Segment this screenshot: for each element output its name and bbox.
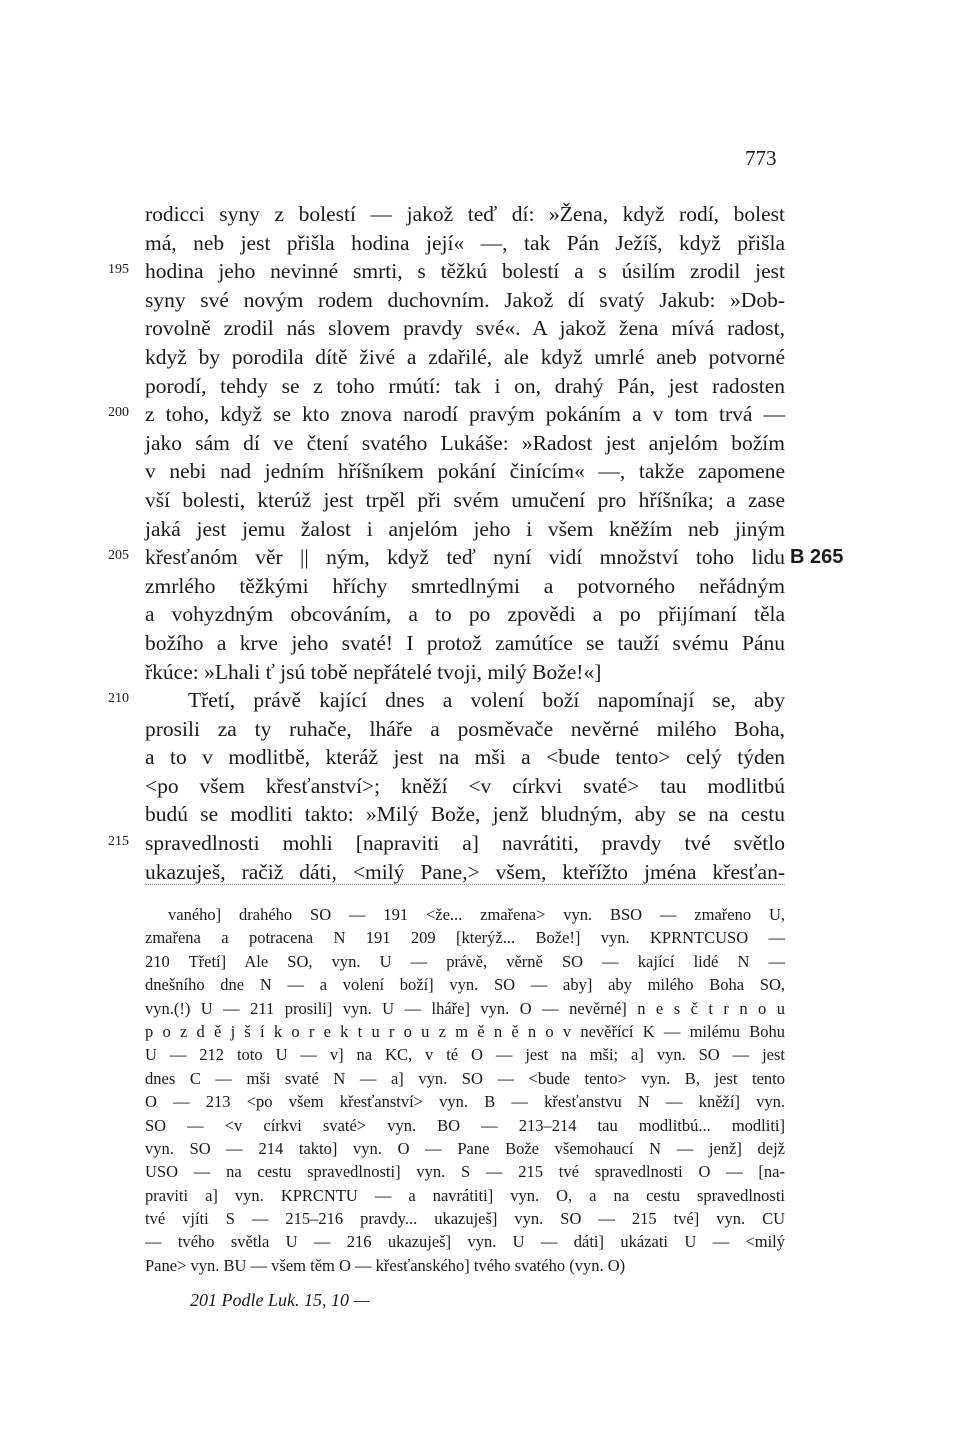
apparatus-text: zmařena a potracena N 191 209 [kterýž... Bože!] vyn. KPRNTCUSO — [145, 928, 785, 948]
line-number: 195 [108, 262, 129, 278]
text-line [0, 658, 960, 687]
line-text: prosili za ty ruhače, lháře a posměvače nevěrné milého Boha, [145, 716, 785, 741]
apparatus-text: USO — na cestu spravedlnosti] vyn. S — 215 tvé spravedlnosti O — [na- [145, 1162, 785, 1182]
text-line [0, 515, 960, 544]
text-line [0, 343, 960, 372]
line-text: řkúce: »Lhali ť jsú tobě nepřátelé tvoji, milý Bože!«] [145, 659, 602, 684]
text-line [0, 486, 960, 515]
apparatus-line [0, 1020, 960, 1043]
margin-reference: B 265 [790, 546, 844, 569]
apparatus-text: Pane> vyn. BU — všem těm O — křesťanského] tvého svatého (vyn. O) [145, 1255, 626, 1275]
apparatus-line [0, 1160, 960, 1183]
line-text: jaká jest jemu žalost i anjelóm jeho i všem kněžím neb jiným [145, 516, 785, 541]
line-text: porodí, tehdy se z toho rmútí: tak i on, drahý Pán, jest radosten [145, 373, 785, 398]
line-text: vší bolesti, kterúž jest trpěl při svém umučení pro hříšníka; a zase [145, 487, 785, 512]
line-text: a to v modlitbě, kteráž jest na mši a <bude tento> celý týden [145, 745, 785, 770]
line-number: 205 [108, 548, 129, 564]
text-line [0, 229, 960, 258]
apparatus-line [0, 1043, 960, 1066]
apparatus-text: praviti a] vyn. KPRCNTU — a navrátiti] vyn. O, a na cestu spravedlnosti [145, 1185, 785, 1205]
text-line [0, 629, 960, 658]
line-text: rodicci syny z bolestí — jakož teď dí: »Žena, když rodí, bolest [145, 202, 785, 226]
line-text: z toho, když se kto znova narodí pravým pokáním a v tom trvá — [145, 402, 785, 427]
apparatus-text: SO — <v církvi svaté> vyn. BO — 213–214 tau modlitbú... modliti] [145, 1115, 785, 1135]
apparatus-line [0, 1254, 960, 1277]
apparatus-text: p o z d ě j š í k o r e k t u r o u z m ě n ě n o v nevěřící K — milému Bohu [145, 1021, 785, 1041]
text-line [0, 257, 960, 286]
apparatus-line [0, 1067, 960, 1090]
apparatus-text: O — 213 <po všem křesťanství> vyn. B — křesťanstvu N — kněží] vyn. [145, 1092, 785, 1112]
main-text [0, 200, 960, 886]
text-line [0, 572, 960, 601]
apparatus-line [0, 926, 960, 949]
footnote: 201 Podle Luk. 15, 10 — [190, 1290, 370, 1310]
text-line [0, 829, 960, 858]
apparatus-line [0, 997, 960, 1020]
line-text: Třetí, právě kající dnes a volení boží napomínají se, aby [188, 688, 785, 713]
line-text: <po všem křesťanství>; kněží <v církvi svaté> tau modlitbú [145, 773, 785, 798]
apparatus-text: U — 212 toto U — v] na KC, v té O — jest na mši; a] vyn. SO — jest [145, 1045, 785, 1065]
critical-apparatus [0, 903, 960, 1277]
line-text: když by porodila dítě živé a zdařilé, ale když umrlé aneb potvorné [145, 344, 785, 369]
line-text: a vohyzdným obcováním, a to po zpovědi a po přijímaní těla [145, 602, 785, 627]
text-line [0, 800, 960, 829]
apparatus-text: dnešního dne N — a volení boží] vyn. SO — aby] aby milého Boha SO, [145, 975, 785, 995]
text-line [0, 200, 960, 229]
apparatus-line [0, 1230, 960, 1253]
text-line [0, 600, 960, 629]
line-text: rovolně zrodil nás slovem pravdy své«. A jakož žena mívá radost, [145, 316, 785, 341]
text-line [0, 543, 960, 572]
divider [145, 884, 785, 885]
line-text: jako sám dí ve čtení svatého Lukáše: »Radost jest anjelóm božím [145, 430, 785, 455]
apparatus-text: vyn. SO — 214 takto] vyn. O — Pane Bože všemohaucí N — jenž] dejž [145, 1138, 785, 1158]
line-text: hodina jeho nevinné smrti, s těžkú bolestí a s úsilím zrodil jest [145, 259, 785, 284]
line-text: ukazuješ, račiž dáti, <milý Pane,> všem, kteřížto jména křesťan- [145, 859, 785, 884]
page-number: 773 [745, 146, 777, 170]
line-text: v nebi nad jedním hříšníkem pokání činícím« —, takže zapomene [145, 459, 785, 484]
line-text: zmrlého těžkými hříchy smrtedlnými a potvorného neřádným [145, 573, 785, 598]
apparatus-text: tvé vjíti S — 215–216 pravdy... ukazuješ] vyn. SO — 215 tvé] vyn. CU [145, 1209, 785, 1229]
line-number: 210 [108, 691, 129, 707]
line-text: má, neb jest přišla hodina její« —, tak Pán Ježíš, když přišla [145, 230, 785, 255]
line-text: spravedlnosti mohli [napraviti a] navrátiti, pravdy tvé světlo [145, 831, 785, 856]
text-line [0, 715, 960, 744]
text-line [0, 400, 960, 429]
text-line [0, 743, 960, 772]
line-text: božího a krve jeho svaté! I protož zamútíce se tauží svému Pánu [145, 630, 785, 655]
apparatus-text: dnes C — mši svaté N — a] vyn. SO — <bude tento> vyn. B, jest tento [145, 1068, 785, 1088]
apparatus-line [0, 973, 960, 996]
apparatus-line [0, 950, 960, 973]
apparatus-line [0, 1114, 960, 1137]
apparatus-text: vyn.(!) U — 211 prosili] vyn. U — lháře] vyn. O — nevěrné] n e s č t r n o u [145, 998, 785, 1018]
apparatus-text: — tvého světla U — 216 ukazuješ] vyn. U — dáti] ukázati U — <milý [145, 1232, 785, 1252]
line-text: budú se modliti takto: »Milý Bože, jenž bludným, aby se na cestu [145, 802, 785, 827]
text-line [0, 314, 960, 343]
apparatus-text: 210 Třetí] Ale SO, vyn. U — právě, věrně SO — kající lidé N — [145, 951, 785, 971]
text-line [0, 372, 960, 401]
text-line [0, 286, 960, 315]
text-line [0, 772, 960, 801]
apparatus-line [0, 1090, 960, 1113]
apparatus-text: vaného] drahého SO — 191 <že... zmařena> vyn. BSO — zmařeno U, [168, 905, 785, 924]
apparatus-line [0, 1184, 960, 1207]
text-line [0, 686, 960, 715]
line-text: křesťanóm věr || ným, když teď nyní vidí množství toho lidu [145, 545, 785, 570]
apparatus-line [0, 903, 960, 926]
text-line [0, 429, 960, 458]
line-number: 215 [108, 834, 129, 850]
text-line [0, 858, 960, 887]
apparatus-line [0, 1207, 960, 1230]
text-line [0, 457, 960, 486]
line-number: 200 [108, 405, 129, 421]
line-text: syny své novým rodem duchovním. Jakož dí svatý Jakub: »Dob- [145, 287, 785, 312]
apparatus-line [0, 1137, 960, 1160]
